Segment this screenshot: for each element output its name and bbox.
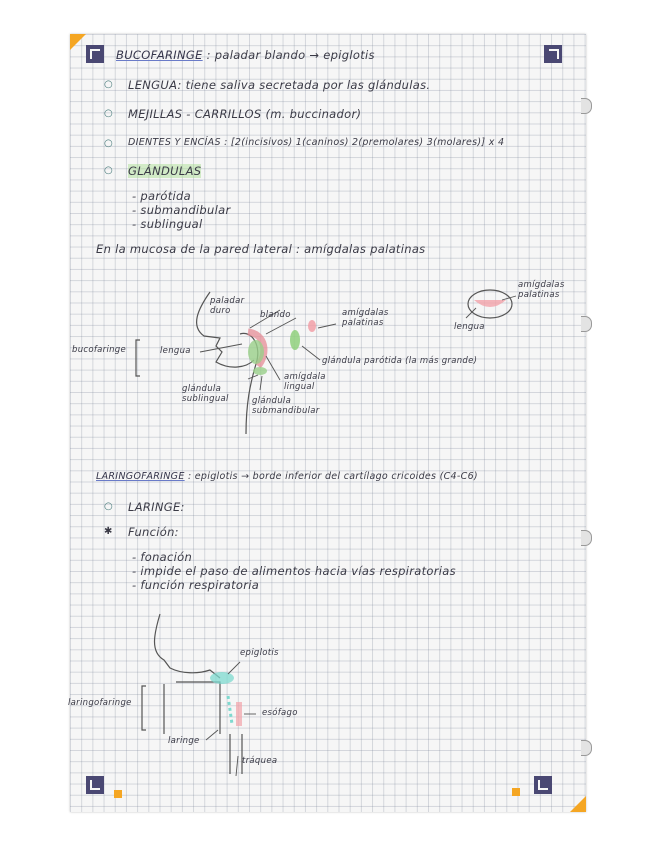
list-item: DIENTES Y ENCÍAS : [2(incisivos) 1(caninos) 2(premolares) 3(molares)] x 4: [128, 137, 505, 148]
list-item: Función:: [128, 525, 179, 539]
diagram-label: glándula parótida (la más grande): [322, 356, 478, 366]
tongue-highlight: [474, 300, 506, 307]
gland-item: - parótida: [132, 189, 191, 203]
diagram-label: tráquea: [242, 756, 278, 766]
section-title: LARINGOFARINGE: [96, 471, 185, 482]
section-title-rest: : paladar blando → epiglotis: [206, 48, 375, 62]
bullet-icon: ○: [104, 138, 113, 149]
diagram-label: amígdalas palatinas: [518, 280, 565, 300]
diagram-label: lengua: [160, 346, 191, 356]
trachea-lines: [230, 734, 242, 774]
diagram-label: lengua: [454, 322, 485, 332]
anatomy-drawings: [70, 34, 586, 812]
gland-item: - sublingual: [132, 217, 203, 231]
function-item: - impide el paso de alimentos hacia vías respiratorias: [132, 564, 456, 578]
diagram-label: glándula submandibular: [252, 396, 320, 416]
parotid-gland-highlight: [290, 330, 300, 350]
larynx-highlight: [228, 696, 232, 724]
list-item: LENGUA: tiene saliva secretada por las glándulas.: [128, 78, 431, 92]
diagram-label: laringe: [168, 736, 200, 746]
section-heading: [96, 471, 478, 482]
esophagus-highlight: [236, 702, 242, 726]
bullet-icon: ○: [104, 108, 113, 119]
diagram-label: paladar duro: [210, 296, 245, 316]
diagram-label: epiglotis: [240, 648, 279, 658]
gland-item: - submandibular: [132, 203, 231, 217]
section-heading: [116, 48, 375, 62]
mucosa-note: En la mucosa de la pared lateral : amígdalas palatinas: [96, 242, 426, 256]
epiglottis-highlight: [210, 672, 234, 684]
list-item: LARINGE:: [128, 500, 185, 514]
diagram-label: bucofaringe: [72, 345, 127, 355]
list-item: GLÁNDULAS: [128, 164, 202, 178]
face-profile-line: [155, 614, 221, 678]
diagram-label: glándula sublingual: [182, 384, 229, 404]
bullet-icon: ○: [104, 501, 113, 512]
lingual-tonsil-highlight: [248, 340, 264, 364]
bracket-line: [142, 686, 146, 730]
diagram-label: esófago: [262, 708, 298, 718]
palatine-tonsil-highlight: [308, 320, 316, 332]
bullet-icon: ○: [104, 165, 113, 176]
bracket-line: [136, 340, 140, 376]
diagram-label: amígdala lingual: [284, 372, 326, 392]
section-title: BUCOFARINGE: [116, 48, 203, 62]
function-item: - fonación: [132, 550, 193, 564]
diagram-label: amígdalas palatinas: [342, 308, 389, 328]
sublingual-gland-highlight: [253, 367, 267, 375]
function-item: - función respiratoria: [132, 578, 260, 592]
notebook-page: [70, 34, 586, 812]
bullet-icon: ○: [104, 79, 113, 90]
diagram-label: blando: [260, 310, 291, 320]
section-title-rest: : epiglotis → borde inferior del cartílago cricoides (C4-C6): [187, 471, 478, 482]
diagram-label: laringofaringe: [68, 698, 132, 708]
list-item: MEJILLAS - CARRILLOS (m. buccinador): [128, 107, 362, 121]
asterisk-icon: ✱: [104, 526, 113, 537]
